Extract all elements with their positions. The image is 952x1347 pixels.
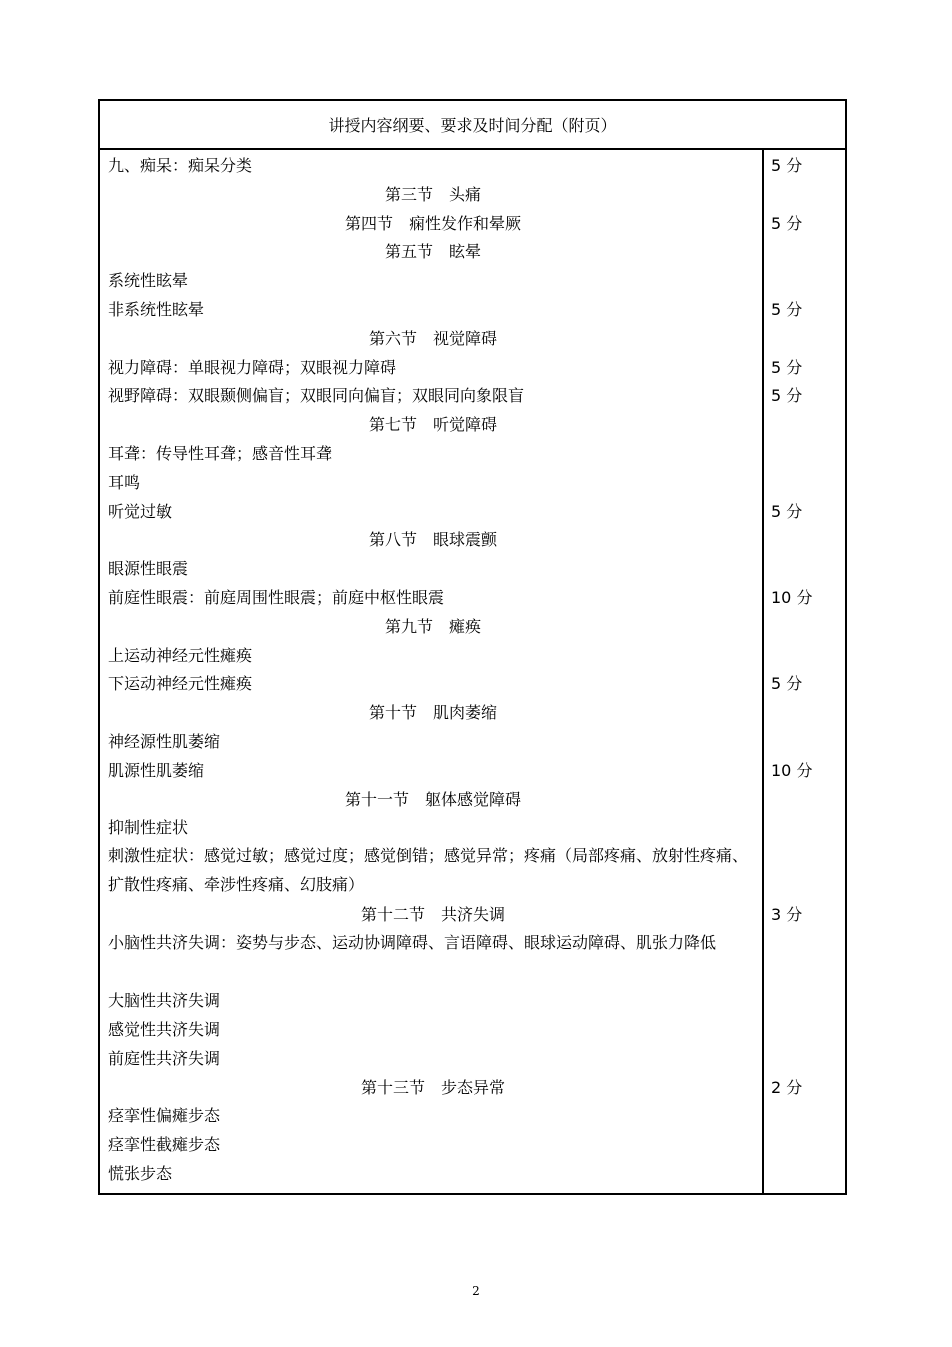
table-row [100, 583, 845, 612]
table-row [100, 1159, 845, 1188]
section-heading-row [100, 612, 845, 641]
section-title: 第九节 瘫痪 [384, 616, 481, 636]
syllabus-table [98, 99, 847, 1195]
section-title: 第十二节 共济失调 [360, 904, 505, 924]
row-content: 小脑性共济失调：姿势与步态、运动协调障碍、言语障碍、眼球运动障碍、肌张力降低 [108, 932, 717, 952]
table-row [100, 497, 845, 526]
time-allocation: 5 分 [771, 674, 803, 694]
table-row [100, 468, 845, 497]
table-row [100, 266, 845, 295]
row-content: 痉挛性偏瘫步态 [108, 1106, 221, 1126]
section-heading-row [100, 410, 845, 439]
table-rows [100, 151, 845, 1188]
row-content: 大脑性共济失调 [108, 991, 221, 1011]
section-title: 第十三节 步态异常 [360, 1077, 505, 1097]
time-allocation: 5 分 [771, 213, 803, 233]
row-content: 听觉过敏 [108, 501, 173, 521]
section-title: 第十一节 躯体感觉障碍 [344, 789, 521, 809]
row-content: 肌源性肌萎缩 [108, 760, 205, 780]
row-content: 感觉性共济失调 [108, 1019, 221, 1039]
row-content: 抑制性症状 [108, 818, 189, 838]
section-title: 第三节 头痛 [384, 184, 481, 204]
table-header: 讲授内容纲要、要求及时间分配（附页） [100, 101, 845, 150]
table-row [100, 641, 845, 670]
time-allocation: 10 分 [771, 587, 813, 607]
table-row [100, 842, 845, 900]
table-row [100, 1101, 845, 1130]
time-allocation: 3 分 [771, 904, 803, 924]
time-allocation: 5 分 [771, 357, 803, 377]
row-content: 上运动神经元性瘫痪 [108, 645, 253, 665]
table-row [100, 756, 845, 785]
section-heading-row [100, 1073, 845, 1102]
section-title: 第四节 痫性发作和晕厥 [344, 213, 521, 233]
table-row [100, 439, 845, 468]
table-row [100, 295, 845, 324]
table-row [100, 813, 845, 842]
page-number: 2 [472, 1284, 480, 1298]
time-allocation: 5 分 [771, 386, 803, 406]
section-heading-row [100, 698, 845, 727]
row-content: 视力障碍：单眼视力障碍；双眼视力障碍 [108, 357, 397, 377]
section-heading-row [100, 525, 845, 554]
table-row [100, 353, 845, 382]
row-content: 九、痴呆：痴呆分类 [108, 156, 253, 175]
row-content: 视野障碍：双眼颞侧偏盲；双眼同向偏盲；双眼同向象限盲 [108, 386, 525, 406]
table-row [100, 986, 845, 1015]
section-title: 第八节 眼球震颤 [368, 530, 497, 550]
section-heading-row [100, 237, 845, 266]
table-row [100, 1015, 845, 1044]
row-content: 痉挛性截瘫步态 [108, 1135, 221, 1155]
row-content: 系统性眩晕 [108, 271, 189, 291]
row-content: 耳聋：传导性耳聋；感音性耳聋 [108, 443, 333, 463]
row-content: 耳鸣 [108, 472, 141, 492]
time-allocation: 5 分 [771, 299, 803, 319]
row-content: 眼源性眼震 [108, 559, 189, 579]
table-row [100, 1044, 845, 1073]
table-row [100, 669, 845, 698]
table-row [100, 1130, 845, 1159]
row-content: 前庭性共济失调 [108, 1048, 221, 1068]
row-content: 刺激性症状：感觉过敏；感觉过度；感觉倒错；感觉异常；疼痛（局部疼痛、放射性疼痛、扩散性疼痛、牵涉性疼痛、幻肢痛） [108, 846, 749, 894]
section-title: 第五节 眩晕 [384, 242, 481, 262]
row-content: 下运动神经元性瘫痪 [108, 674, 253, 694]
section-title: 第七节 听觉障碍 [368, 415, 497, 435]
row-content: 慌张步态 [108, 1163, 173, 1183]
section-heading-row [100, 180, 845, 209]
table-row [100, 381, 845, 410]
table-row [100, 727, 845, 756]
section-title: 第十节 肌肉萎缩 [368, 703, 497, 723]
row-content: 前庭性眼震：前庭周围性眼震；前庭中枢性眼震 [108, 587, 445, 607]
row-content: 非系统性眩晕 [108, 299, 205, 319]
table-row [100, 929, 845, 987]
time-allocation: 5 分 [771, 156, 803, 175]
time-allocation: 5 分 [771, 501, 803, 521]
section-heading-row [100, 324, 845, 353]
section-heading-row [100, 209, 845, 238]
table-row [100, 151, 845, 180]
section-heading-row [100, 900, 845, 929]
section-title: 第六节 视觉障碍 [368, 328, 497, 348]
row-content: 神经源性肌萎缩 [108, 731, 221, 751]
table-row [100, 554, 845, 583]
time-allocation: 2 分 [771, 1077, 803, 1097]
time-allocation: 10 分 [771, 760, 813, 780]
section-heading-row [100, 785, 845, 814]
